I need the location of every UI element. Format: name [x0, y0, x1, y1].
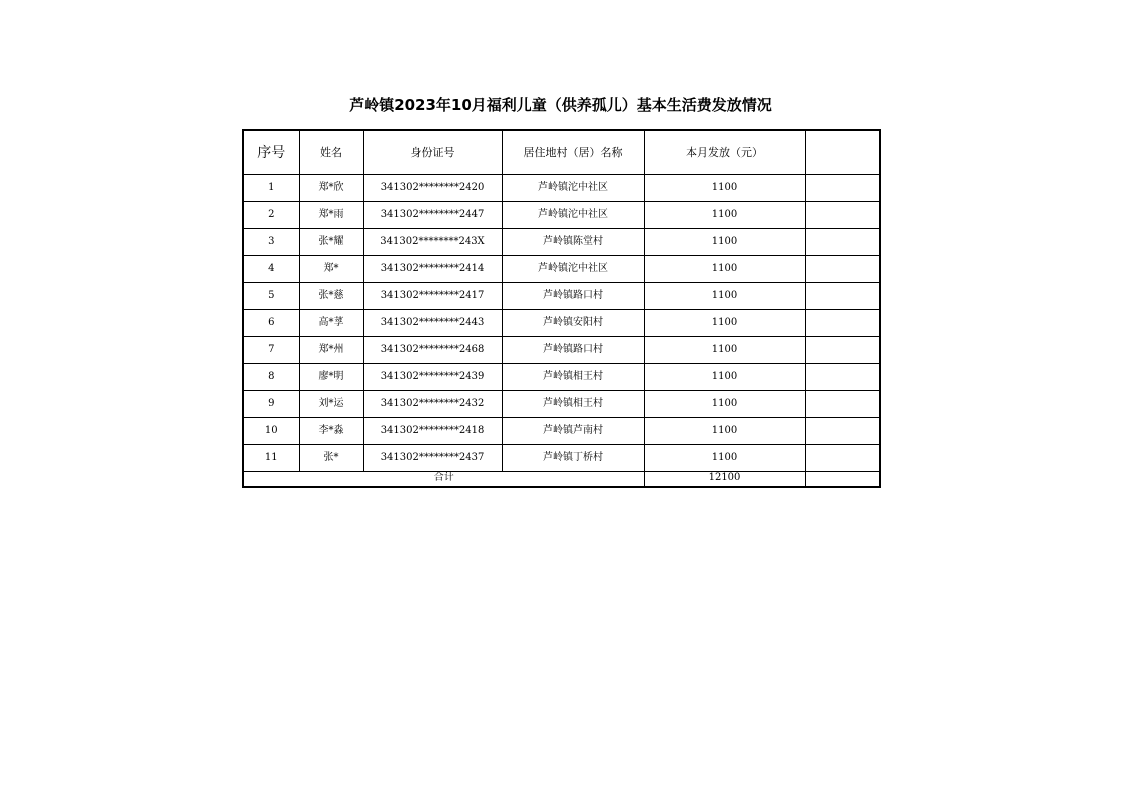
header-id-number: 身份证号	[363, 130, 502, 175]
cell-extra	[805, 256, 880, 283]
header-name: 姓名	[299, 130, 363, 175]
table-row	[243, 256, 880, 283]
cell-index: 2	[243, 202, 299, 229]
cell-id-number: 341302********2443	[363, 310, 502, 337]
cell-name: 刘*运	[299, 391, 363, 418]
cell-residence: 芦岭镇路口村	[502, 283, 644, 310]
payment-table	[242, 129, 881, 488]
cell-extra	[805, 229, 880, 256]
table-row	[243, 337, 880, 364]
cell-index: 1	[243, 175, 299, 202]
total-amount: 12100	[644, 472, 805, 488]
cell-name: 张*耀	[299, 229, 363, 256]
header-index: 序号	[243, 130, 299, 175]
header-residence: 居住地村（居）名称	[502, 130, 644, 175]
cell-id-number: 341302********2437	[363, 445, 502, 472]
cell-id-number: 341302********2417	[363, 283, 502, 310]
cell-id-number: 341302********243X	[363, 229, 502, 256]
cell-name: 郑*雨	[299, 202, 363, 229]
cell-index: 11	[243, 445, 299, 472]
table-row	[243, 175, 880, 202]
total-row	[243, 472, 880, 488]
header-extra	[805, 130, 880, 175]
cell-name: 张*慈	[299, 283, 363, 310]
cell-amount: 1100	[644, 229, 805, 256]
cell-extra	[805, 391, 880, 418]
cell-residence: 芦岭镇沱中社区	[502, 202, 644, 229]
cell-amount: 1100	[644, 202, 805, 229]
total-extra	[805, 472, 880, 488]
cell-amount: 1100	[644, 310, 805, 337]
cell-index: 10	[243, 418, 299, 445]
total-label: 合计	[243, 472, 644, 488]
table-row	[243, 229, 880, 256]
cell-extra	[805, 175, 880, 202]
cell-residence: 芦岭镇丁桥村	[502, 445, 644, 472]
cell-id-number: 341302********2414	[363, 256, 502, 283]
cell-id-number: 341302********2432	[363, 391, 502, 418]
cell-extra	[805, 310, 880, 337]
cell-name: 张*	[299, 445, 363, 472]
cell-amount: 1100	[644, 391, 805, 418]
cell-index: 7	[243, 337, 299, 364]
cell-extra	[805, 364, 880, 391]
cell-extra	[805, 418, 880, 445]
cell-name: 郑*	[299, 256, 363, 283]
cell-id-number: 341302********2418	[363, 418, 502, 445]
table-row	[243, 418, 880, 445]
cell-index: 9	[243, 391, 299, 418]
cell-residence: 芦岭镇安阳村	[502, 310, 644, 337]
cell-index: 3	[243, 229, 299, 256]
cell-amount: 1100	[644, 364, 805, 391]
cell-index: 5	[243, 283, 299, 310]
cell-index: 8	[243, 364, 299, 391]
cell-id-number: 341302********2468	[363, 337, 502, 364]
cell-id-number: 341302********2420	[363, 175, 502, 202]
cell-name: 廖*明	[299, 364, 363, 391]
cell-name: 郑*欣	[299, 175, 363, 202]
cell-name: 郑*州	[299, 337, 363, 364]
cell-index: 4	[243, 256, 299, 283]
table-row	[243, 364, 880, 391]
cell-amount: 1100	[644, 337, 805, 364]
document-title: 芦岭镇2023年10月福利儿童（供养孤儿）基本生活费发放情况	[349, 96, 772, 114]
cell-extra	[805, 337, 880, 364]
cell-name: 高*莩	[299, 310, 363, 337]
cell-residence: 芦岭镇相王村	[502, 391, 644, 418]
cell-extra	[805, 445, 880, 472]
header-amount: 本月发放（元）	[644, 130, 805, 175]
cell-amount: 1100	[644, 256, 805, 283]
cell-residence: 芦岭镇陈堂村	[502, 229, 644, 256]
cell-amount: 1100	[644, 445, 805, 472]
cell-amount: 1100	[644, 175, 805, 202]
table-row	[243, 283, 880, 310]
header-row	[243, 130, 880, 175]
cell-amount: 1100	[644, 283, 805, 310]
table-row	[243, 310, 880, 337]
cell-name: 李*淼	[299, 418, 363, 445]
cell-residence: 芦岭镇沱中社区	[502, 256, 644, 283]
cell-extra	[805, 283, 880, 310]
table-body	[243, 130, 880, 487]
table-row	[243, 445, 880, 472]
cell-residence: 芦岭镇芦南村	[502, 418, 644, 445]
cell-index: 6	[243, 310, 299, 337]
cell-extra	[805, 202, 880, 229]
cell-residence: 芦岭镇沱中社区	[502, 175, 644, 202]
cell-amount: 1100	[644, 418, 805, 445]
cell-id-number: 341302********2447	[363, 202, 502, 229]
table-row	[243, 202, 880, 229]
cell-id-number: 341302********2439	[363, 364, 502, 391]
cell-residence: 芦岭镇相王村	[502, 364, 644, 391]
cell-residence: 芦岭镇路口村	[502, 337, 644, 364]
table-row	[243, 391, 880, 418]
